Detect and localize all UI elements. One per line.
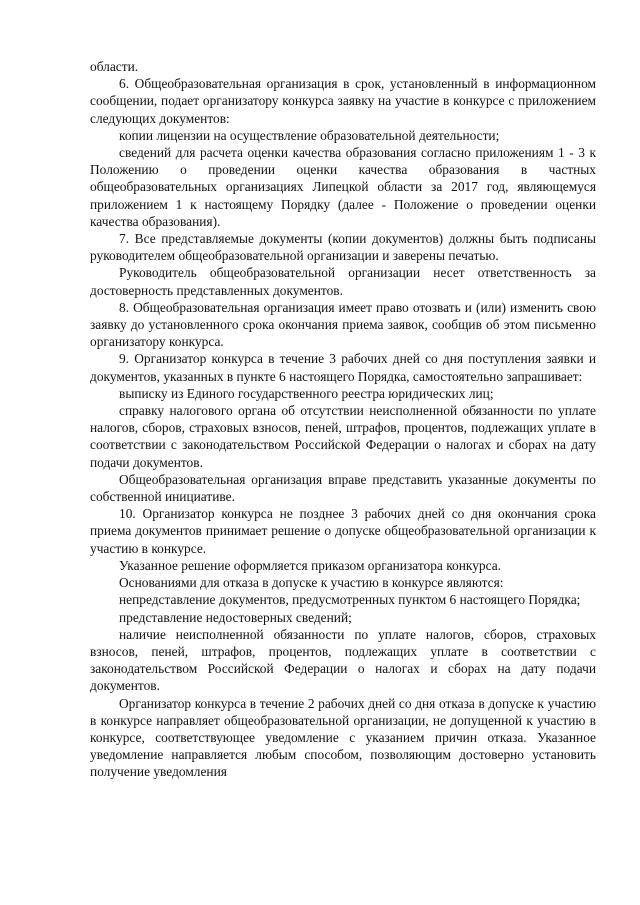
paragraph-tax-certificate: справку налогового органа об отсутствии неисполненной обязанности по уплате налогов, сборов, страховых взносов, пеней, штрафов, процентов, подлежащих уплате в соответствии с законодательством Российской Федерации о налогах и сборах на дату подачи документов. (90, 403, 596, 470)
paragraph-decision-order: Указанное решение оформляется приказом организатора конкурса. (119, 557, 502, 573)
paragraph-license-copies: копии лицензии на осуществление образовательной деятельности; (119, 127, 500, 143)
paragraph-item-10: 10. Организатор конкурса не позднее 3 рабочих дней со дня окончания срока приема документов принимает решение о допуске общеобразовательной организации к участию в конкурсе. (90, 506, 596, 556)
paragraph-ground-missing-docs: непредставление документов, предусмотренных пунктом 6 настоящего Порядка; (119, 592, 581, 608)
paragraph-quality-data: сведений для расчета оценки качества образования согласно приложениям 1 - 3 к Положению о проведении оценки качества образования в частных общеобразовательных организациях Липецкой области за 2017 год, являющемуся приложением 1 к настоящему Порядку (далее - Положение о проведении оценки качества образования). (90, 145, 596, 229)
paragraph-registry-extract: выписку из Единого государственного реестра юридических лиц; (119, 385, 494, 401)
paragraph-head-responsibility: Руководитель общеобразовательной организации несет ответственность за достоверность представленных документов. (90, 265, 596, 298)
document-page (90, 58, 596, 781)
paragraph-ground-false-info: представление недостоверных сведений; (119, 609, 352, 625)
paragraph-item-8: 8. Общеобразовательная организация имеет право отозвать и (или) изменить свою заявку до установленного срока окончания приема заявок, сообщив об этом письменно организатору конкурса. (90, 299, 596, 350)
paragraph-ground-tax-debt: наличие неисполненной обязанности по уплате налогов, сборов, страховых взносов, пеней, штрафов, процентов, подлежащих уплате в соответствии с законодательством Российской Федерации о налогах и сборах на дату подачи документов. (90, 626, 596, 694)
paragraph-continuation: области. (90, 59, 139, 74)
paragraph-refusal-notice: Организатор конкурса в течение 2 рабочих дней со дня отказа в допуске к участию в конкурсе направляет общеобразовательной организации, не допущенной к участию в конкурсе, соответствующее уведомление с указанием причин отказа. Указанное уведомление направляется любым способом, позволяющим достоверно установить получение уведомления (90, 695, 596, 780)
paragraph-item-9: 9. Организатор конкурса в течение 3 рабочих дней со дня поступления заявки и документов, указанных в пункте 6 настоящего Порядка, самостоятельно запрашивает: (90, 351, 596, 384)
paragraph-item-6: 6. Общеобразовательная организация в срок, установленный в информационном сообщении, подает организатору конкурса заявку на участие в конкурсе с приложением следующих документов: (90, 76, 596, 126)
paragraph-item-7: 7. Все представляемые документы (копии документов) должны быть подписаны руководителем общеобразовательной организации и заверены печатью. (90, 231, 596, 264)
paragraph-refusal-grounds: Основаниями для отказа в допуске к участию в конкурсе являются: (119, 575, 504, 591)
paragraph-own-initiative: Общеобразовательная организация вправе представить указанные документы по собственной инициативе. (90, 471, 596, 505)
